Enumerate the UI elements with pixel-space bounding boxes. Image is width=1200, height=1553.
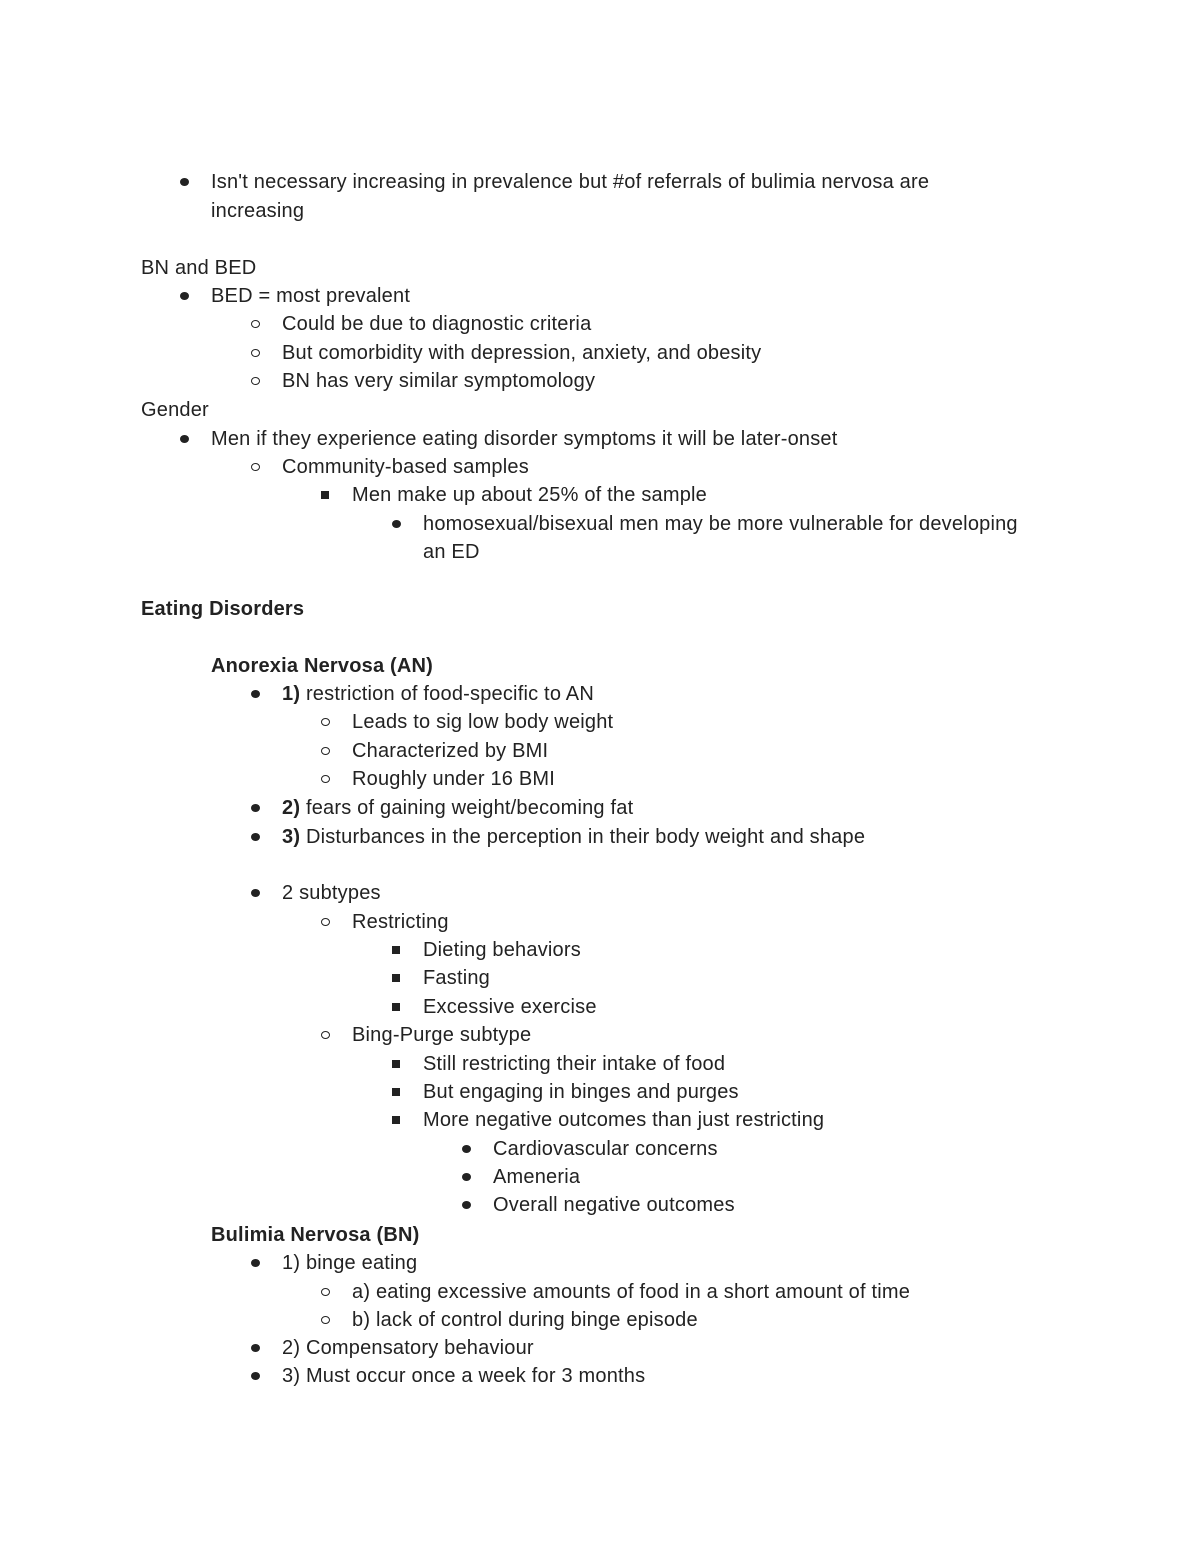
document-line — [493, 1163, 580, 1191]
line-text: More negative outcomes than just restricting — [423, 1109, 825, 1131]
line-text: Men make up about 25% of the sample — [352, 484, 707, 506]
line-text: Men if they experience eating disorder symptoms it will be later-onset — [211, 428, 838, 450]
hollow-bullet-icon — [321, 1316, 330, 1324]
line-text: Restricting — [352, 911, 449, 933]
document-line — [282, 879, 381, 907]
hollow-bullet-icon — [321, 775, 330, 783]
line-text: 2 subtypes — [282, 882, 381, 904]
document-line — [211, 282, 410, 310]
line-text: Dieting behaviors — [423, 939, 581, 961]
document-line — [493, 1135, 718, 1163]
line-text: homosexual/bisexual men may be more vulnerable for developing — [423, 513, 1018, 535]
hollow-bullet-icon — [251, 320, 260, 328]
document-line — [282, 680, 594, 708]
document-line — [211, 425, 838, 453]
document-line — [282, 339, 761, 367]
line-text: an ED — [423, 541, 480, 563]
hollow-bullet-icon — [321, 918, 330, 926]
line-text: BN and BED — [141, 257, 257, 279]
document-line — [493, 1191, 735, 1219]
document-line — [282, 1334, 534, 1362]
filled-bullet-icon — [251, 1372, 260, 1380]
document-line — [141, 254, 256, 282]
line-text: But engaging in binges and purges — [423, 1081, 739, 1103]
filled-bullet-icon — [251, 833, 260, 841]
document-line — [352, 737, 548, 765]
document-line — [282, 310, 591, 338]
document-line — [352, 908, 449, 936]
document-line — [211, 652, 433, 680]
line-text: fears of gaining weight/becoming fat — [300, 797, 634, 819]
hollow-bullet-icon — [321, 718, 330, 726]
document-line — [141, 595, 304, 623]
document-line — [423, 936, 581, 964]
line-text: 2) Compensatory behaviour — [282, 1337, 534, 1359]
document-line — [211, 1221, 420, 1249]
line-text: Could be due to diagnostic criteria — [282, 313, 592, 335]
filled-bullet-icon — [251, 889, 260, 897]
line-text: restriction of food-specific to AN — [300, 683, 594, 705]
document-line — [141, 396, 209, 424]
document-line — [423, 538, 480, 566]
line-text: Cardiovascular concerns — [493, 1138, 718, 1160]
square-bullet-icon — [392, 974, 400, 982]
line-text: 1) binge eating — [282, 1252, 418, 1274]
document-line — [282, 1249, 417, 1277]
hollow-bullet-icon — [321, 1288, 330, 1296]
line-text: b) lack of control during binge episode — [352, 1309, 698, 1331]
filled-bullet-icon — [180, 435, 189, 443]
filled-bullet-icon — [462, 1201, 471, 1209]
document-line — [282, 453, 529, 481]
filled-bullet-icon — [462, 1173, 471, 1181]
document-line — [282, 1362, 645, 1390]
document-line — [423, 1106, 824, 1134]
document-line — [423, 964, 490, 992]
line-text: Ameneria — [493, 1166, 581, 1188]
line-text: Overall negative outcomes — [493, 1194, 735, 1216]
filled-bullet-icon — [180, 178, 189, 186]
document-line — [423, 510, 1018, 538]
hollow-bullet-icon — [321, 1031, 330, 1039]
square-bullet-icon — [392, 1116, 400, 1124]
document-line — [423, 1050, 725, 1078]
document-line — [211, 168, 929, 196]
line-text: Excessive exercise — [423, 996, 597, 1018]
bold-text: Bulimia Nervosa (BN) — [211, 1224, 420, 1246]
document-line — [352, 708, 613, 736]
square-bullet-icon — [392, 1060, 400, 1068]
line-text: Fasting — [423, 967, 490, 989]
line-text: Roughly under 16 BMI — [352, 768, 556, 790]
document-line — [211, 197, 304, 225]
line-text: a) eating excessive amounts of food in a short amount of time — [352, 1281, 911, 1303]
document-line — [423, 993, 597, 1021]
document-line — [352, 1278, 910, 1306]
document-line — [282, 823, 865, 851]
line-text: Bing-Purge subtype — [352, 1024, 532, 1046]
line-text: Disturbances in the perception in their body weight and shape — [300, 826, 866, 848]
bold-text: 2) — [282, 797, 301, 819]
line-text: Still restricting their intake of food — [423, 1053, 726, 1075]
square-bullet-icon — [321, 491, 329, 499]
document-line — [282, 367, 595, 395]
hollow-bullet-icon — [321, 747, 330, 755]
square-bullet-icon — [392, 1088, 400, 1096]
hollow-bullet-icon — [251, 377, 260, 385]
bold-text: Eating Disorders — [141, 598, 305, 620]
filled-bullet-icon — [251, 1259, 260, 1267]
line-text: BED = most prevalent — [211, 285, 411, 307]
filled-bullet-icon — [251, 690, 260, 698]
document-line — [352, 1021, 531, 1049]
hollow-bullet-icon — [251, 349, 260, 357]
line-text: increasing — [211, 200, 305, 222]
line-text: Leads to sig low body weight — [352, 711, 614, 733]
filled-bullet-icon — [392, 520, 401, 528]
line-text: Isn't necessary increasing in prevalence but #of referrals of bulimia nervosa are — [211, 171, 930, 193]
document-line — [352, 481, 707, 509]
line-text: 3) Must occur once a week for 3 months — [282, 1365, 646, 1387]
bold-text: 1) — [282, 683, 301, 705]
line-text: Gender — [141, 399, 209, 421]
line-text: BN has very similar symptomology — [282, 370, 596, 392]
document-line — [352, 765, 555, 793]
line-text: Characterized by BMI — [352, 740, 549, 762]
square-bullet-icon — [392, 1003, 400, 1011]
bold-text: 3) — [282, 826, 301, 848]
document-line — [423, 1078, 739, 1106]
line-text: But comorbidity with depression, anxiety, and obesity — [282, 342, 762, 364]
document-line — [282, 794, 633, 822]
square-bullet-icon — [392, 946, 400, 954]
line-text: Community-based samples — [282, 456, 529, 478]
filled-bullet-icon — [251, 1344, 260, 1352]
hollow-bullet-icon — [251, 463, 260, 471]
filled-bullet-icon — [462, 1145, 471, 1153]
filled-bullet-icon — [180, 292, 189, 300]
filled-bullet-icon — [251, 804, 260, 812]
document-line — [352, 1306, 698, 1334]
bold-text: Anorexia Nervosa (AN) — [211, 655, 434, 677]
